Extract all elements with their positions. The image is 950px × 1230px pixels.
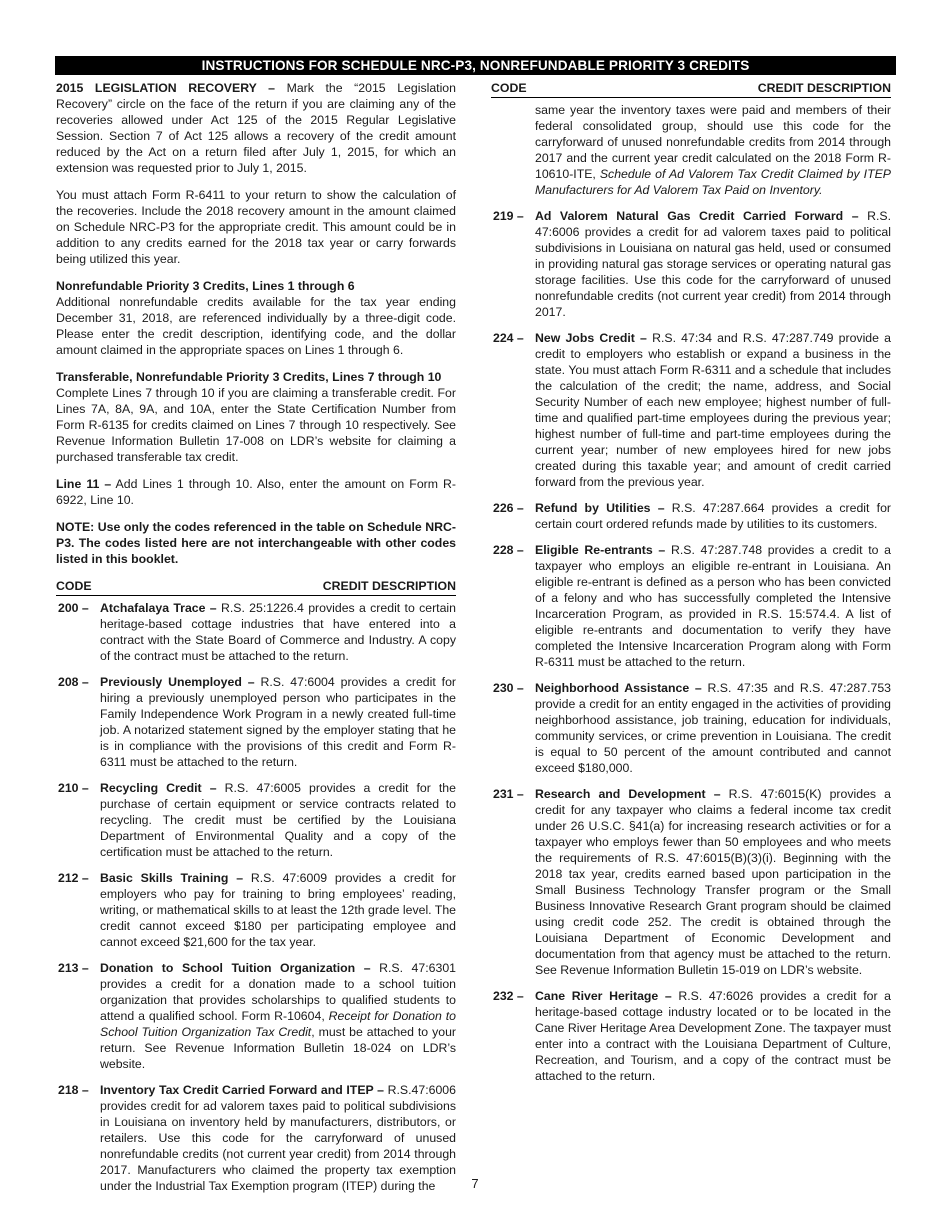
attach-paragraph: You must attach Form R-6411 to your return to show the calculation of the recoveries. Include the 2018 recovery amount in the amount claimed on Schedule NRC-P3 for the appropriate credit. This amount could be in addition to any credits earned for the 2018 tax year or carry forwards being utilized this year.	[56, 188, 456, 266]
credit-text: R.S. 47:6026 provides a credit for a heritage-based cottage industry located or to be located in the Cane River Heritage Area Development Zone. The taxpayer must enter into a contract with the Louisiana Department of Culture, Recreation, and Tourism, and a copy of the contract must be attached to the return.	[535, 989, 892, 1083]
credit-code: 210 –	[58, 781, 89, 795]
credit-description	[535, 330, 891, 490]
credit-code: 219 –	[493, 209, 524, 223]
credit-code: 226 –	[493, 501, 524, 515]
credit-entry-230	[491, 680, 891, 776]
np3-paragraph: Additional nonrefundable credits available for the tax year ending December 31, 2018, are referenced individually by a three-digit code. Please enter the credit description, identifying code, and the dollar amount claimed in the appropriate spaces on Lines 1 through 6.	[56, 295, 456, 357]
code-table-header	[56, 578, 456, 596]
credit-code: 231 –	[493, 787, 524, 801]
code-column-header: CODE	[491, 81, 527, 95]
credit-description	[535, 542, 891, 670]
credit-entry-208	[56, 674, 456, 770]
credit-description	[100, 870, 456, 950]
legislation-paragraph	[56, 80, 456, 176]
credit-text: R.S. 47:35 and R.S. 47:287.753 provide a credit for an entity engaged in the activities of providing neighborhood assistance, job training, education for individuals, community services, or crime prevention in Louisiana. The credit is equal to 50 percent of the amount contributed and cannot exceed $180,000.	[535, 681, 891, 775]
credit-title: Eligible Re-entrants –	[535, 543, 666, 557]
credit-description	[535, 500, 891, 532]
transferable-heading: Transferable, Nonrefundable Priority 3 Credits, Lines 7 through 10	[56, 370, 442, 384]
credit-form-title: Receipt for Donation to School Tuition Organization Tax Credit	[100, 1009, 456, 1039]
credit-title: Neighborhood Assistance –	[535, 681, 702, 695]
credit-title: Recycling Credit –	[100, 781, 217, 795]
legislation-text: Mark the “2015 Legislation Recovery” circle on the face of the return if you are claiming any of the recoveries allowed under Act 125 of the 2015 Regular Legislative Session. Section 7 of Act 125 allows a recovery of the credit amount reduced by the Act on a return filed after July 1, 2015, for which an extension was requested prior to July 1, 2015.	[56, 81, 456, 175]
credit-title: Previously Unemployed –	[100, 675, 255, 689]
credit-entry-200	[56, 600, 456, 664]
credit-title: Ad Valorem Natural Gas Credit Carried Forward –	[535, 209, 859, 223]
credit-title: New Jobs Credit –	[535, 331, 647, 345]
line11-text: Add Lines 1 through 10. Also, enter the amount on Form R-6922, Line 10.	[56, 477, 457, 507]
line11-label: Line 11 –	[56, 477, 112, 491]
credit-title: Cane River Heritage –	[535, 989, 672, 1003]
credit-code: 224 –	[493, 331, 524, 345]
code-column-header: CODE	[56, 579, 92, 593]
credit-text: R.S. 47:287.664 provides a credit for certain court ordered refunds made by utilities to its customers.	[535, 501, 892, 531]
line11-paragraph	[56, 476, 456, 508]
credit-text: R.S. 47:6005 provides a credit for the purchase of certain equipment or service contracts related to recycling. The credit must be certified by the Louisiana Department of Environmental Quality and a copy of the certification must be attached to the return.	[100, 781, 456, 859]
credit-text: R.S. 47:6015(K) provides a credit for any taxpayer who claims a federal income tax credit under 26 U.S.C. §41(a) for increasing research activities or for a taxpayer who employs fewer than 50 employees and who meets the requirements of R.S. 47:6015(B)(3)(i). Beginning with the 2018 tax year, credits earned based upon participation in the Small Business Technology Transfer program or the Small Business Innovative Research Grant program should be claimed using credit code 252. The credit is obtained through the Louisiana Department of Economic Development and documentation from that agency must be attached to the return. See Revenue Information Bulletin 15-019 on LDR’s website.	[535, 787, 891, 977]
credit-code: 232 –	[493, 989, 524, 1003]
credit-218-continued	[491, 102, 891, 198]
credit-code: 200 –	[58, 601, 89, 615]
credit-code: 218 –	[58, 1083, 89, 1097]
transferable-paragraph: Complete Lines 7 through 10 if you are claiming a transferable credit. For Lines 7A, 8A, 9A, and 10A, enter the State Certification Number from Form R-6135 for credits claimed on Lines 7 through 10 respectively. See Revenue Information Bulletin 17-008 on LDR’s website for claiming a purchased transferable tax credit.	[56, 386, 456, 464]
credit-text: R.S. 47:6009 provides a credit for employers who pay for training to bring employees’ reading, writing, or mathematical skills to at least the 12th grade level. The credit cannot exceed $180 per participating employee and cannot exceed $21,600 for the tax year.	[100, 871, 457, 949]
code-table-header	[491, 80, 891, 98]
left-column	[56, 80, 456, 1204]
credit-description	[535, 208, 891, 320]
credit-text: R.S. 47:6301 provides a credit for a donation made to a school tuition organization that provides scholarships to qualified students to attend a qualified school. Form R-10604,	[100, 961, 456, 1023]
credit-description	[535, 988, 891, 1084]
credit-entry-212	[56, 870, 456, 950]
credit-title: Donation to School Tuition Organization –	[100, 961, 371, 975]
credit-entry-231	[491, 786, 891, 978]
credit-title: Research and Development –	[535, 787, 721, 801]
credit-description	[535, 680, 891, 776]
description-column-header: CREDIT DESCRIPTION	[757, 81, 891, 95]
note-paragraph: NOTE: Use only the codes referenced in the table on Schedule NRC-P3. The codes listed here are not interchangeable with other codes listed in this booklet.	[56, 520, 456, 566]
right-column	[491, 80, 891, 1094]
credit-entry-226	[491, 500, 891, 532]
credit-text: R.S. 47:6004 provides a credit for hiring a previously unemployed person who participates in the Family Independence Work Program in a newly created full-time job. A notarized statement signed by the employer stating that he is in compliance with the provisions of this credit and Form R-6311 must be attached to the return.	[100, 675, 457, 769]
credit-description	[100, 780, 456, 860]
continued-form-title: Schedule of Ad Valorem Tax Credit Claimed by ITEP Manufacturers for Ad Valorem Tax Paid on Inventory.	[535, 167, 891, 197]
credit-text: R.S. 25:1226.4 provides a credit to certain heritage-based cottage industries that have entered into a contract with the State Board of Commerce and Industry. A copy of the contract must be attached to the return.	[100, 601, 456, 663]
credit-code: 230 –	[493, 681, 524, 695]
credit-entry-213	[56, 960, 456, 1072]
np3-heading: Nonrefundable Priority 3 Credits, Lines 1 through 6	[56, 279, 355, 293]
credit-description	[100, 960, 456, 1072]
credit-description	[535, 786, 891, 978]
page-banner: INSTRUCTIONS FOR SCHEDULE NRC-P3, NONREFUNDABLE PRIORITY 3 CREDITS	[55, 56, 896, 75]
credit-title: Inventory Tax Credit Carried Forward and ITEP –	[100, 1083, 384, 1097]
credit-description	[100, 600, 456, 664]
credit-entry-210	[56, 780, 456, 860]
credit-text: R.S.47:6006 provides credit for ad valorem taxes paid to political subdivisions in Louisiana on inventory held by manufacturers, distributors, or retailers. Use this code for the carryforward of unused nonrefundable credits (not current year credit) from 2014 through 2017. Manufacturers who claimed the property tax exemption under the Industrial Tax Exemption program (ITEP) during the	[100, 1083, 456, 1193]
credit-entry-228	[491, 542, 891, 670]
credit-title: Atchafalaya Trace –	[100, 601, 217, 615]
credit-code: 213 –	[58, 961, 89, 975]
credit-title: Refund by Utilities –	[535, 501, 665, 515]
credit-entry-219	[491, 208, 891, 320]
credit-code: 208 –	[58, 675, 89, 689]
credit-code: 212 –	[58, 871, 89, 885]
credit-title: Basic Skills Training –	[100, 871, 244, 885]
credit-entry-224	[491, 330, 891, 490]
credit-text: R.S. 47:34 and R.S. 47:287.749 provide a credit to employers who establish or expand a business in the state. You must attach Form R-6311 and a schedule that includes the calculation of the credit; the name, address, and Social Security Number of each new employee; highest number of full-time and qualified part-time employees during the previous year; highest number of full-time and part-time employees during the current year; number of new employees hired for new jobs created during this taxable year; and amount of credit carried forward from the previous year.	[535, 331, 892, 489]
credit-code: 228 –	[493, 543, 524, 557]
credit-text-end: , must be attached to your return. See Revenue Information Bulletin 18-024 on LDR’s website.	[100, 1025, 456, 1071]
page-number: 7	[471, 1176, 479, 1191]
credit-entry-232	[491, 988, 891, 1084]
legislation-title: 2015 LEGISLATION RECOVERY –	[56, 81, 276, 95]
continued-text: same year the inventory taxes were paid and members of their federal consolidated group, should use this code for the carryforward of unused nonrefundable credits from 2014 through 2017 and the current year credit calculated on the 2018 Form R-10610-ITE,	[535, 103, 891, 181]
description-column-header: CREDIT DESCRIPTION	[322, 579, 456, 593]
credit-description	[100, 674, 456, 770]
credit-text: R.S. 47:287.748 provides a credit to a taxpayer who employs an eligible re-entrant in Louisiana. An eligible re-entrant is defined as a person who has been convicted of a felony and who has successfully completed the Intensive Incarceration Program, as provided in R.S. 15:574.4. A list of eligible re-entrants and documentation to verify they have completed the Intensive Incarceration Program along with Form R-6311 must be attached to the return.	[535, 543, 891, 669]
credit-text: R.S. 47:6006 provides a credit for ad valorem taxes paid to political subdivisions in Louisiana on natural gas held, used or consumed in providing natural gas storage services or operating natural gas storage facilities. Use this code for the carryforward of unused nonrefundable credits (not current year credit) from 2014 through 2017.	[535, 209, 891, 319]
